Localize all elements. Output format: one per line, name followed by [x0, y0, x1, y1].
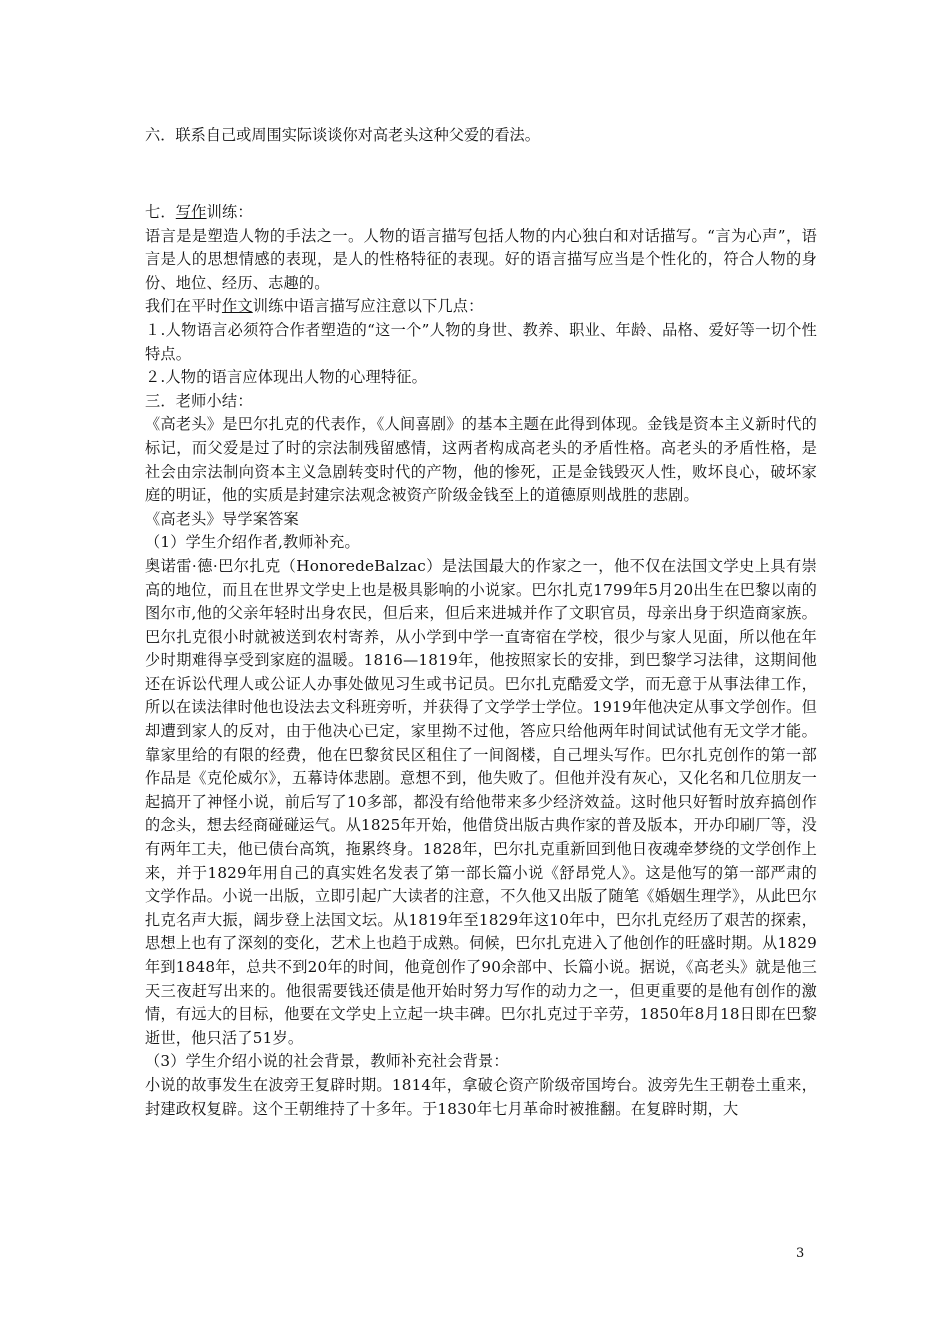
- section-7-heading: [145, 201, 817, 225]
- question-6: [145, 124, 540, 148]
- section-7-point-2: ２.人物的语言应体现出人物的心理特征。: [145, 368, 428, 387]
- answers-title: 《高老头》导学案答案: [145, 509, 299, 528]
- section-7-heading-suffix: 训练：: [206, 203, 253, 221]
- author-biography: 奥诺雷·德·巴尔扎克（HonoredeBalzac）是法国最大的作家之一，他不仅在法国文学史上具有崇高的地位，而且在世界文学史上也是极具影响的小说家。巴尔扎克1799年5月20出生在巴黎以南的图尔市,他的父亲年轻时出身农民，但后来，但后来进城并作了文职官员，母亲出身于织造商家族。巴尔扎克很小时就被送到农村寄养，从小学到中学一直寄宿在学校，很少与家人见面，所以他在年少时期难得享受到家庭的温暖。1816—1819年，他按照家长的安排，到巴黎学习法律，这期间他还在诉讼代理人或公证人办事处做见习生或书记员。巴尔扎克酷爱文学，而无意于从事法律工作，所以在读法律时他也设法去文科班旁听，并获得了文学学士学位。1919年他决定从事文学创作。但却遭到家人的反对，由于他决心已定，家里拗不过他，答应只给他两年时间试试他有无文学才能。靠家里给的有限的经费，他在巴黎贫民区租住了一间阁楼，自己埋头写作。巴尔扎克创作的第一部作品是《克伦威尔》，五幕诗体悲剧。意想不到，他失败了。但他并没有灰心，又化名和几位朋友一起搞开了神怪小说，前后写了10多部，都没有给他带来多少经济效益。这时他只好暂时放弃搞创作的念头，想去经商碰碰运气。从1825年开始，他借贷出版古典作家的普及版本，开办印刷厂等，没有两年工夫，他已债台高筑，拖累终身。1828年，巴尔扎克重新回到他日夜魂牵梦绕的文学创作上来，并于1829年用自己的真实姓名发表了第一部长篇小说《舒昂党人》。这是他写的第一部严肃的文学作品。小说一出版，立即引起广大读者的注意，不久他又出版了随笔《婚姻生理学》，从此巴尔扎克名声大振，阔步登上法国文坛。从1819年至1829年这10年中，巴尔扎克经历了艰苦的探索，思想上也有了深刻的变化，艺术上也趋于成熟。伺候，巴尔扎克进入了他创作的旺盛时期。从1829年到1848年，总共不到20年的时间，他竟创作了90余部中、长篇小说。据说，《高老头》就是他三天三夜赶写出来的。他很需要钱还债是他开始时努力写作的动力之一，但更重要的是他有创作的激情，有远大的目标，他要在文学史上立起一块丰碑。巴尔扎克过于辛劳，1850年8月18日即在巴黎逝世，他只活了51岁。: [145, 556, 817, 1047]
- answer-3-heading: （3）学生介绍小说的社会背景，教师补充社会背景：: [145, 1052, 509, 1071]
- section-7-point-1: １.人物语言必须符合作者塑造的“这一个”人物的身世、教养、职业、年龄、品格、爱好等一切个性特点。: [145, 320, 817, 363]
- section-7-note: [145, 295, 817, 319]
- note-suffix: 训练中语言描写应注意以下几点：: [252, 297, 484, 316]
- answer-1-heading: （1）学生介绍作者,教师补充。: [145, 533, 360, 552]
- social-background: 小说的故事发生在波旁王复辟时期。1814年，拿破仑资产阶级帝国垮台。波旁先生王朝卷土重来，封建政权复辟。这个王朝维持了十多年。于1830年七月革命时被推翻。在复辟时期，大: [145, 1075, 817, 1118]
- note-prefix: 我们在平时: [145, 297, 222, 316]
- main-content: [145, 201, 817, 1121]
- section-3-heading: 三．老师小结：: [145, 391, 253, 410]
- question-6-text: 六．联系自己或周围实际谈谈你对高老头这种父爱的看法。: [145, 126, 540, 144]
- teacher-summary: 《高老头》是巴尔扎克的代表作，《人间喜剧》的基本主题在此得到体现。金钱是资本主义新时代的标记，而父爱是过了时的宗法制残留感情，这两者构成高老头的矛盾性格。高老头的矛盾性格，是社会由宗法制向资本主义急剧转变时代的产物，他的惨死，正是金钱毁灭人性，败坏良心，破坏家庭的明证，他的实质是封建宗法观念被资产阶级金钱至上的道德原则战胜的悲剧。: [145, 415, 817, 505]
- writing-link[interactable]: 写作: [175, 203, 207, 221]
- composition-link[interactable]: 作文: [221, 297, 253, 316]
- section-7-number: 七．: [145, 203, 176, 221]
- page-number: 3: [796, 1246, 805, 1261]
- section-7-intro: 语言是是塑造人物的手法之一。人物的语言描写包括人物的内心独白和对话描写。“言为心声”，语言是人的思想情感的表现，是人的性格特征的表现。好的语言描写应当是个性化的，符合人物的身份、地位、经历、志趣的。: [145, 226, 817, 292]
